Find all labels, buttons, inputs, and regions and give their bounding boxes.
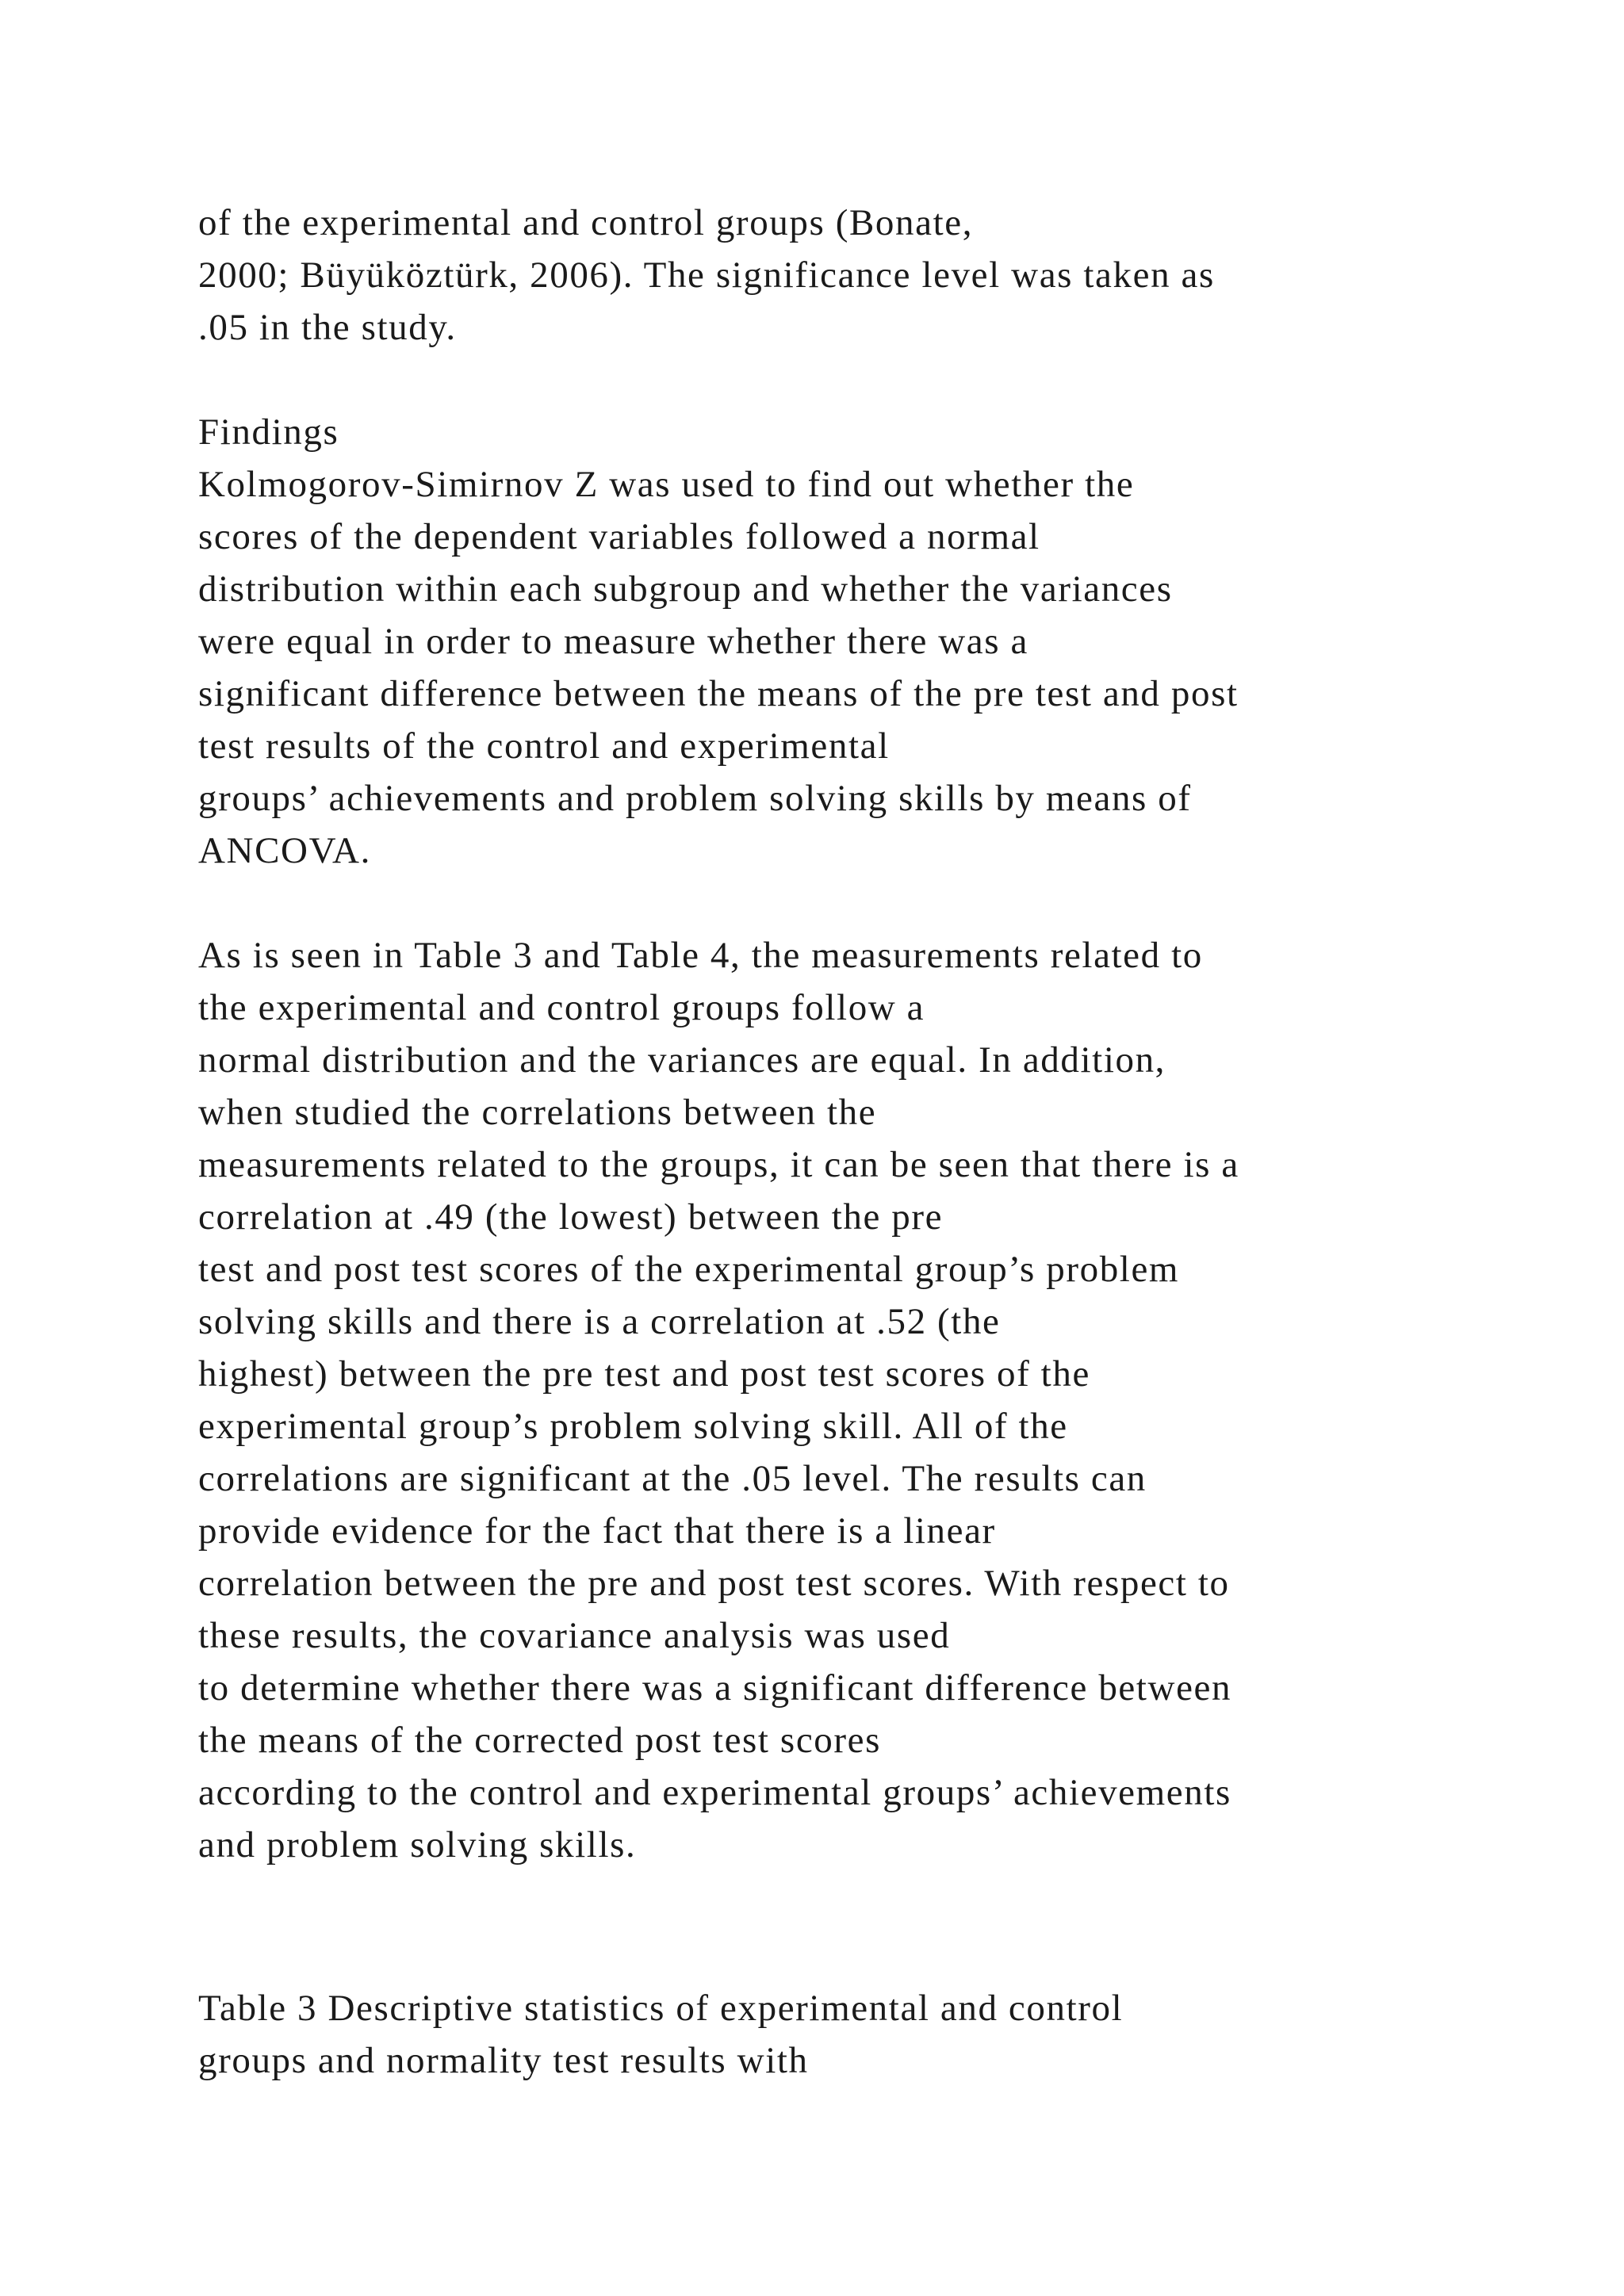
text-line: scores of the dependent variables followed a normal: [198, 516, 1040, 557]
table-caption: [198, 1982, 1530, 2087]
text-line: correlation between the pre and post test scores. With respect to: [198, 1563, 1230, 1604]
intro-paragraph: [198, 197, 1530, 354]
text-line: according to the control and experimental groups’ achievements: [198, 1772, 1231, 1813]
text-line: highest) between the pre test and post test scores of the: [198, 1353, 1090, 1395]
text-line: provide evidence for the fact that there is a linear: [198, 1510, 996, 1552]
text-line: experimental group’s problem solving skill. All of the: [198, 1406, 1068, 1447]
text-line: significant difference between the means of the pre test and post: [198, 673, 1239, 714]
text-line: test results of the control and experimental: [198, 725, 890, 767]
text-line: distribution within each subgroup and whether the variances: [198, 568, 1173, 610]
text-line: correlations are significant at the .05 level. The results can: [198, 1458, 1147, 1499]
tables-paragraph: [198, 929, 1530, 1871]
section-heading: [198, 406, 1530, 458]
text-line: and problem solving skills.: [198, 1824, 637, 1866]
text-line: of the experimental and control groups (Bonate,: [198, 202, 974, 243]
text-line: these results, the covariance analysis was used: [198, 1615, 951, 1656]
text-line: measurements related to the groups, it can be seen that there is a: [198, 1144, 1239, 1185]
text-line: Kolmogorov-Simirnov Z was used to find out whether the: [198, 464, 1135, 505]
text-line: 2000; Büyüköztürk, 2006). The significance level was taken as: [198, 254, 1215, 296]
table-caption-line: groups and normality test results with: [198, 2040, 809, 2081]
text-line: were equal in order to measure whether there was a: [198, 621, 1028, 662]
table-caption-line: Table 3 Descriptive statistics of experimental and control: [198, 1988, 1124, 2029]
text-line: ANCOVA.: [198, 830, 371, 871]
text-line: .05 in the study.: [198, 307, 457, 348]
findings-paragraph: [198, 458, 1530, 877]
text-line: to determine whether there was a significant difference between: [198, 1667, 1232, 1709]
text-line: normal distribution and the variances are equal. In addition,: [198, 1039, 1166, 1081]
section-heading-text: Findings: [198, 411, 339, 453]
text-line: when studied the correlations between the: [198, 1092, 877, 1133]
text-line: groups’ achievements and problem solving skills by means of: [198, 778, 1192, 819]
text-line: As is seen in Table 3 and Table 4, the measurements related to: [198, 935, 1203, 976]
text-line: correlation at .49 (the lowest) between the pre: [198, 1196, 944, 1238]
text-line: the experimental and control groups follow a: [198, 987, 925, 1028]
text-line: solving skills and there is a correlation at .52 (the: [198, 1301, 1001, 1342]
text-line: the means of the corrected post test scores: [198, 1720, 881, 1761]
text-line: test and post test scores of the experimental group’s problem: [198, 1249, 1180, 1290]
